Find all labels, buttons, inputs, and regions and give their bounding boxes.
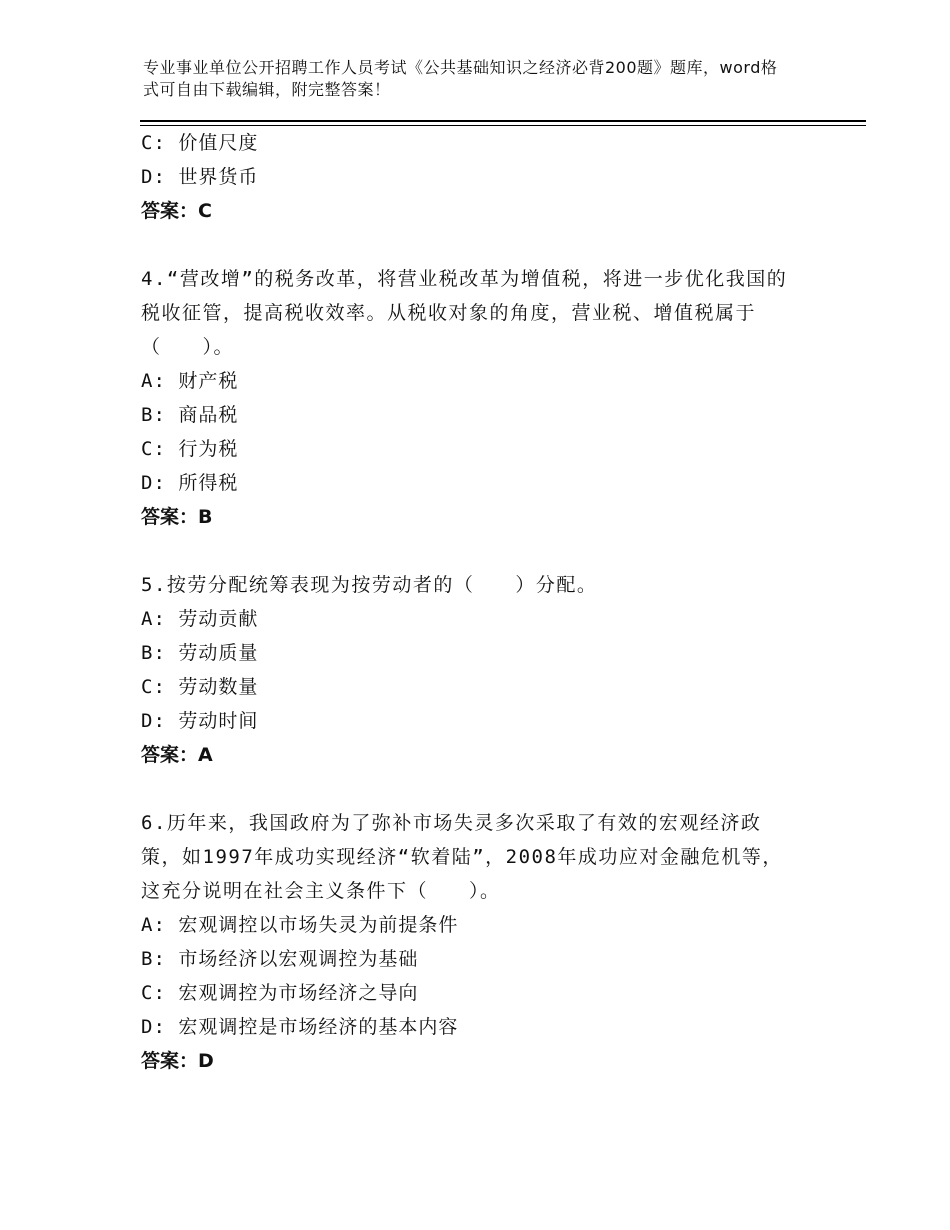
answer: 答案：C	[141, 200, 212, 222]
option-c: C: 行为税	[141, 438, 239, 460]
option-b: B: 劳动质量	[141, 642, 259, 664]
question-5	[141, 568, 821, 772]
question-list	[141, 126, 821, 1078]
option-c: C: 宏观调控为市场经济之导向	[141, 982, 419, 1004]
option-c: C: 劳动数量	[141, 676, 259, 698]
partial-question	[141, 126, 821, 228]
option-d: D: 宏观调控是市场经济的基本内容	[141, 1016, 459, 1038]
document-header: 专业事业单位公开招聘工作人员考试《公共基础知识之经济必背200题》题库，word格式可自由下载编辑，附完整答案！	[143, 58, 778, 99]
answer: 答案：A	[141, 744, 213, 766]
option-b: B: 商品税	[141, 404, 239, 426]
header-rule-thick	[140, 120, 866, 122]
answer: 答案：B	[141, 506, 213, 528]
question-stem: 4.“营改增”的税务改革，将营业税改革为增值税，将进一步优化我国的税收征管，提高税收效率。从税收对象的角度，营业税、增值税属于（ ）。	[141, 268, 788, 358]
question-stem: 5.按劳分配统筹表现为按劳动者的（ ）分配。	[141, 574, 598, 596]
question-stem: 6.历年来，我国政府为了弥补市场失灵多次采取了有效的宏观经济政策，如1997年成功实现经济“软着陆”，2008年成功应对金融危机等，这充分说明在社会主义条件下（ ）。	[141, 812, 783, 902]
option-d: D: 劳动时间	[141, 710, 259, 732]
question-4	[141, 262, 821, 534]
question-6	[141, 806, 821, 1078]
option-b: B: 市场经济以宏观调控为基础	[141, 948, 419, 970]
option-c: C: 价值尺度	[141, 132, 259, 154]
option-a: A: 财产税	[141, 370, 239, 392]
option-a: A: 宏观调控以市场失灵为前提条件	[141, 914, 459, 936]
answer: 答案：D	[141, 1050, 214, 1072]
option-d: D: 所得税	[141, 472, 239, 494]
option-a: A: 劳动贡献	[141, 608, 259, 630]
option-d: D: 世界货币	[141, 166, 259, 188]
